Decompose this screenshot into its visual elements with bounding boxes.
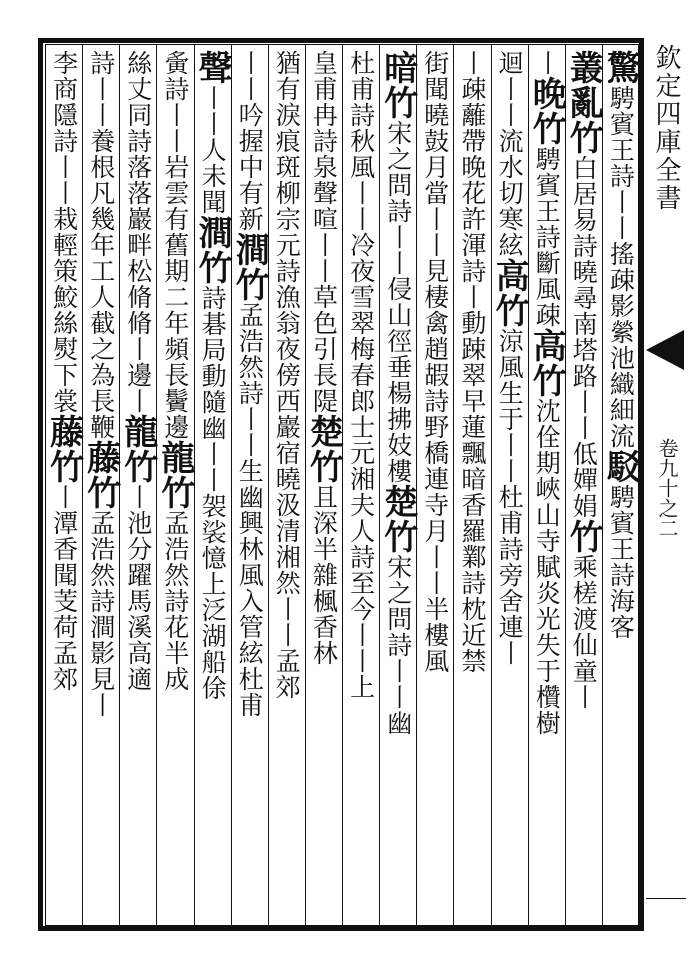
entry-text: 丨 xyxy=(532,50,562,76)
entry-text: 丨丨吟握中有新 xyxy=(235,50,265,232)
entry-heading: 叢亂竹 xyxy=(563,50,604,155)
entry-heading: 澗竹 xyxy=(229,232,270,302)
entry-text: 孟浩然詩丨丨生幽興林風入管絃杜甫 xyxy=(235,302,265,718)
entry-text: 丨池分躍馬溪高適 xyxy=(123,484,153,692)
entry-text: 涼風生于丨丨杜甫詩旁舍連丨 xyxy=(495,328,525,666)
entry-text: 杜甫詩秋風丨丨冷夜雪翠梅春郎士元湘夫人詩至今丨丨上 xyxy=(346,50,376,700)
entry-text: 孟浩然詩花半成 xyxy=(160,510,190,692)
text-column xyxy=(42,50,86,916)
entry-heading: 楚竹 xyxy=(303,414,344,484)
entry-heading: 藤竹 xyxy=(80,440,121,510)
entry-text: 騁賓王詩丨丨搖疎影縈池織細流 xyxy=(606,85,636,449)
entry-text: 李商隱詩丨丨栽輕策鮫絲熨下裳 xyxy=(49,50,79,414)
volume-label: 卷九十之二 xyxy=(655,438,679,538)
entry-heading: 暗竹 xyxy=(377,50,418,120)
entry-heading: 澗竹 xyxy=(192,215,233,285)
entry-heading: 楚竹 xyxy=(377,484,418,554)
entry-heading: 竹 xyxy=(563,519,604,554)
entry-heading: 高竹 xyxy=(489,258,530,328)
entry-text: 沈佺期峽山寺賦炎光失于欑樹 xyxy=(532,398,562,736)
entry-text: 夤詩丨丨岩雲有舊期二年頻長鬢邊 xyxy=(160,50,190,440)
entry-text: 騁賓王詩斷風疎 xyxy=(532,146,562,328)
entry-text: 宋之問詩丨丨幽 xyxy=(383,554,413,736)
entry-text: 皇甫冉詩泉聲喧丨丨草色引長隄 xyxy=(309,50,339,414)
entry-text: 騁賓王詩海客 xyxy=(606,484,636,640)
entry-heading: 藤竹 xyxy=(43,414,84,484)
entry-heading: 龍竹 xyxy=(154,440,195,510)
page-margin xyxy=(646,38,686,931)
entry-heading: 晚竹 xyxy=(526,76,567,146)
entry-text: 丨疎蘺帶晚花許渾詩丨動踈翠早蓮飄暗香羅鄴詩枕近禁 xyxy=(457,50,487,674)
entry-text: 街聞曉鼓月當丨丨見棲禽趙嘏詩野橋連寺月丨丨半樓風 xyxy=(420,50,450,674)
entry-text: 丨潭香聞芰荷孟郊 xyxy=(49,484,79,692)
entry-heading: 駁 xyxy=(600,449,641,484)
margin-rule xyxy=(646,898,686,899)
entry-text: 迴丨丨流水切寒絃 xyxy=(495,50,525,258)
entry-heading: 高竹 xyxy=(526,328,567,398)
entry-text: 丨丨人未聞 xyxy=(198,85,228,215)
entry-text: 且深半雜楓香林 xyxy=(309,484,339,666)
entry-text: 詩丨丨養根凡幾年工人截之為長鞭 xyxy=(86,50,116,440)
entry-text: 宋之問詩丨丨侵山徑垂楊拂妓樓 xyxy=(383,120,413,484)
entry-text: 乘槎渡仙童丨 xyxy=(569,554,599,710)
fish-tail-mark-icon xyxy=(646,330,684,370)
entry-heading: 龍竹 xyxy=(117,414,158,484)
entry-heading: 驚 xyxy=(600,50,641,85)
entry-text: 詩碁局動隨幽丨丨袈裟憶上泛湖船俆 xyxy=(198,285,228,701)
entry-text: 絲丈同詩落落巖畔松脩脩丨邊丨 xyxy=(123,50,153,414)
entry-text: 白居易詩曉尋南塔路丨丨低嬋娟 xyxy=(569,155,599,519)
entry-heading: 聲 xyxy=(192,50,233,85)
entry-text: 孟浩然詩澗影見丨 xyxy=(86,510,116,718)
entry-text: 猶有淚痕斑柳宗元詩漁翁夜傍西巖宿曉汲清湘然丨丨孟郊 xyxy=(272,50,302,700)
book-title: 欽定四庫全書 xyxy=(651,44,681,212)
